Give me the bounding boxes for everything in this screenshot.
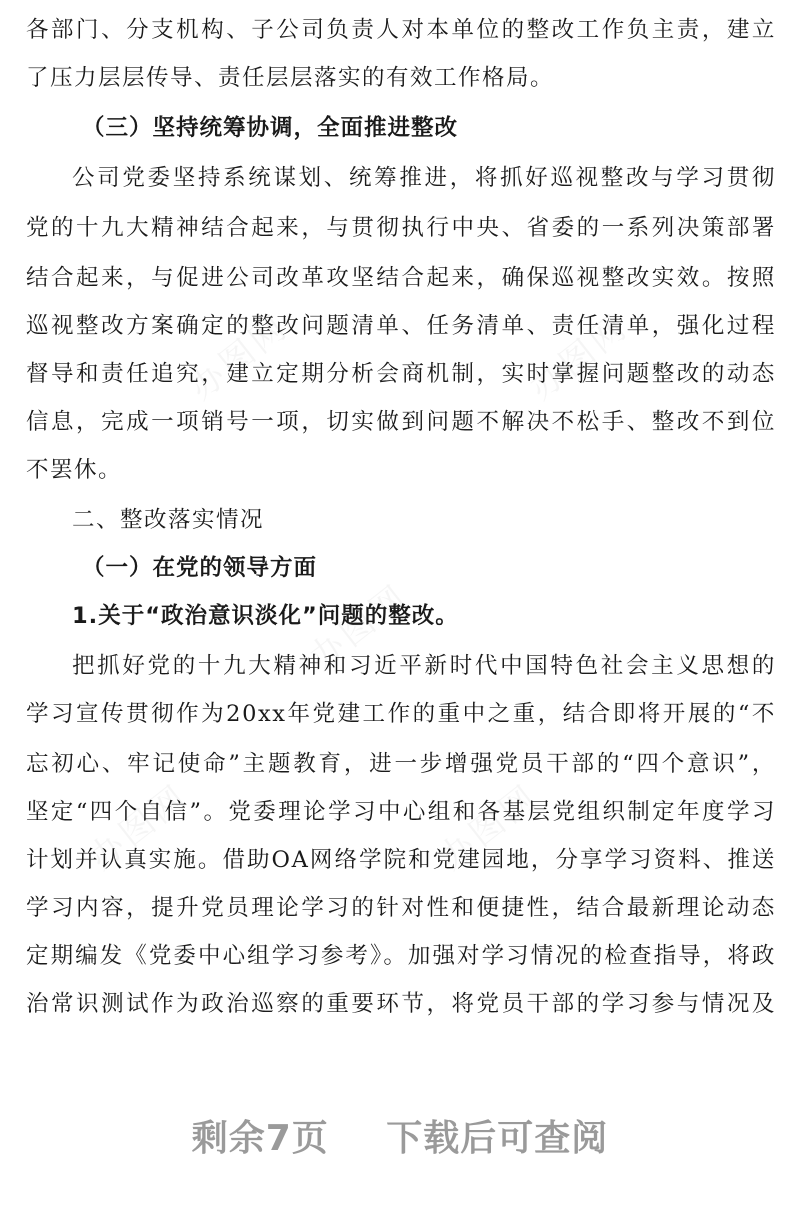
body-line: 督导和责任追究，建立定期分析会商机制，实时掌握问题整改的动态: [26, 361, 776, 387]
watermark: 办图网: [301, 576, 417, 679]
download-prompt[interactable]: [0, 1110, 800, 1161]
body-line: 治常识测试作为政治巡察的重要环节，将党员干部的学习参与情况及: [26, 991, 776, 1017]
body-line: 公司党委坚持系统谋划、统筹推进，将抓好巡视整改与学习贯彻: [72, 165, 776, 191]
watermark: 办图网: [181, 306, 297, 409]
body-line: 坚定“四个自信”。党委理论学习中心组和各基层党组织制定年度学习: [26, 799, 776, 825]
body-line: 党的十九大精神结合起来，与贯彻执行中央、省委的一系列决策部署: [26, 215, 776, 241]
body-line: 忘初心、牢记使命”主题教育，进一步增强党员干部的“四个意识”，: [26, 751, 776, 777]
body-line: 定期编发《党委中心组学习参考》。加强对学习情况的检查指导，将政: [26, 943, 776, 969]
body-line: 学习宣传贯彻作为20xx年党建工作的重中之重，结合即将开展的“不: [26, 701, 776, 727]
watermark: 办图网: [81, 776, 197, 879]
remaining-pages-label[interactable]: 剩余7页: [191, 1118, 329, 1159]
body-line: 计划并认真实施。借助OA网络学院和党建园地，分享学习资料、推送: [26, 847, 776, 873]
body-line: 巡视整改方案确定的整改问题清单、任务清单、责任清单，强化过程: [26, 313, 776, 339]
body-line: 把抓好党的十九大精神和习近平新时代中国特色社会主义思想的: [72, 653, 776, 679]
item-heading: 1.关于“政治意识淡化”问题的整改。: [72, 603, 459, 629]
body-line: 不罢休。: [26, 457, 123, 483]
body-line: 各部门、分支机构、子公司负责人对本单位的整改工作负主责，建立: [26, 17, 776, 43]
body-line: 学习内容，提升党员理论学习的针对性和便捷性，结合最新理论动态: [26, 895, 776, 921]
watermark: 办图网: [521, 306, 637, 409]
body-line: 了压力层层传导、责任层层落实的有效工作格局。: [26, 65, 555, 91]
chapter-heading: 二、整改落实情况: [72, 507, 265, 533]
section-heading: （一）在党的领导方面: [82, 555, 318, 581]
watermark: 办图网: [431, 776, 547, 879]
body-line: 信息，完成一项销号一项，切实做到问题不解决不松手、整改不到位: [26, 409, 776, 435]
body-line: 结合起来，与促进公司改革攻坚结合起来，确保巡视整改实效。按照: [26, 265, 776, 291]
download-to-view-label[interactable]: 下载后可查阅: [386, 1118, 609, 1159]
section-heading: （三）坚持统筹协调，全面推进整改: [82, 115, 459, 141]
